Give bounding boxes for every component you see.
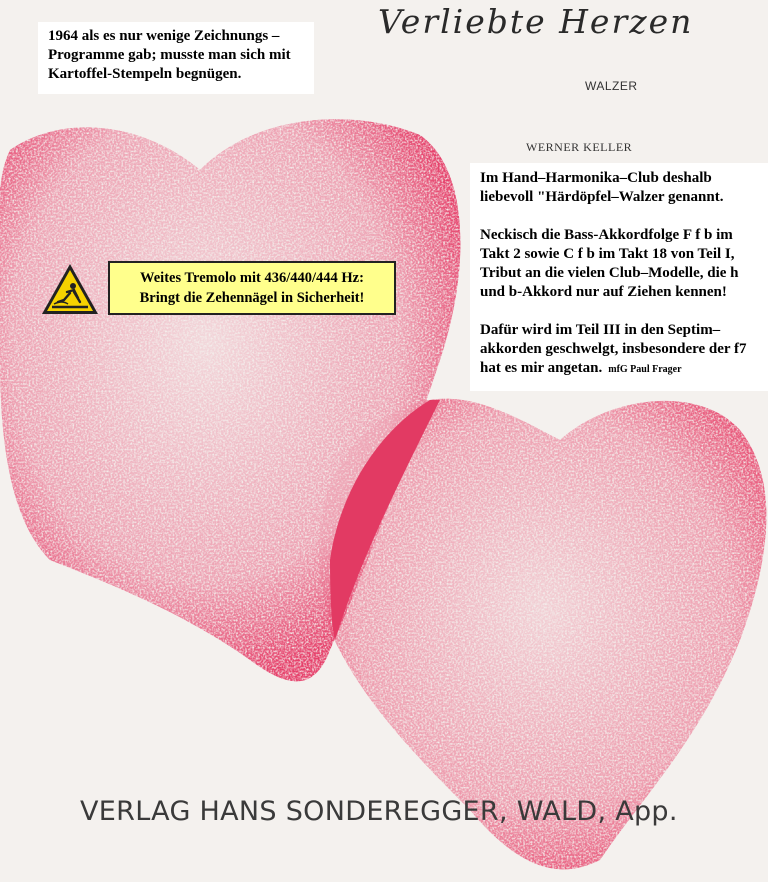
club-note-paragraph-2: Neckisch die Bass-Akkordfolge F f b im Takt 2 sowie C f b im Takt 18 von Teil I, Tribut an die vielen Club–Modelle, die h und b-Akkord nur auf Ziehen kennen! — [480, 227, 739, 300]
warning-line-2: Bringt die Zehennägel in Sicherheit! — [139, 290, 365, 306]
history-note-text: 1964 als es nur wenige Zeichnungs – Programme gab; musste man sich mit Kartoffel-Stempeln begnügen. — [48, 28, 291, 82]
slip-hazard-icon — [40, 262, 100, 316]
club-note-paragraph-1: Im Hand–Harmonika–Club deshalb liebevoll "Härdöpfel–Walzer genannt. — [480, 170, 724, 205]
tremolo-warning-box — [108, 261, 396, 315]
signature: mfG Paul Frager — [608, 364, 682, 375]
publisher-line: VERLAG HANS SONDEREGGER, WALD, App. — [80, 796, 678, 827]
composer-name: WERNER KELLER — [526, 140, 633, 154]
song-title: Verliebte Herzen — [378, 2, 694, 41]
genre-label: WALZER — [585, 79, 638, 93]
club-note-paragraph-3 — [480, 321, 762, 379]
club-note — [470, 163, 768, 391]
club-note-paragraph-3-text: Dafür wird im Teil III in den Septim–akkorden geschwelgt, insbesondere der f7 hat es mir angetan. — [480, 322, 747, 376]
warning-line-1: Weites Tremolo mit 436/440/444 Hz: — [140, 270, 364, 286]
history-note — [38, 22, 314, 94]
